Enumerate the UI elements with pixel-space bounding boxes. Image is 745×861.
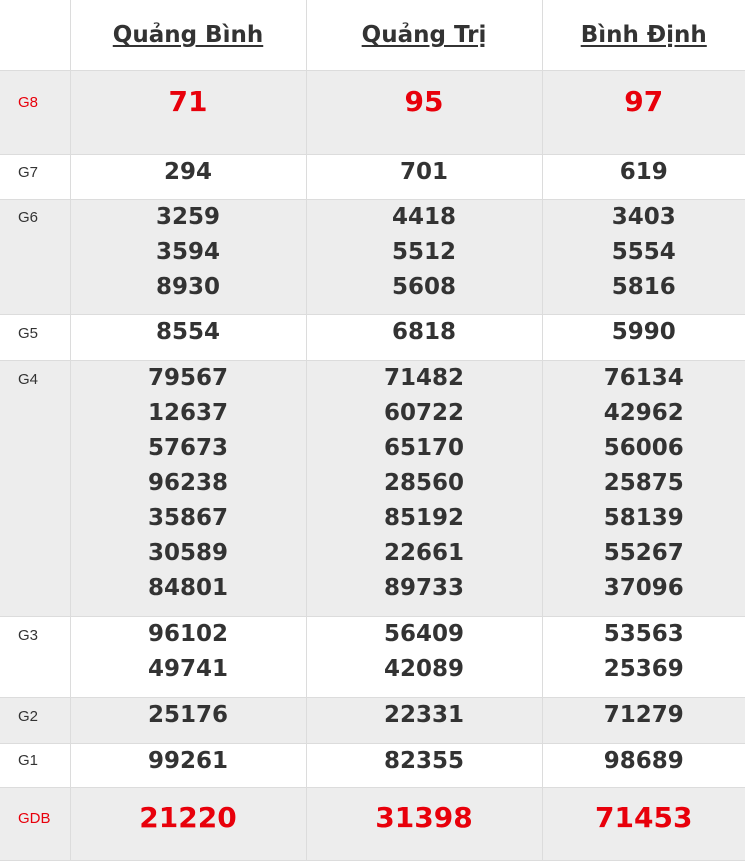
prize-cell <box>306 617 542 698</box>
province-header <box>70 0 306 71</box>
prize-label: G5 <box>0 315 70 361</box>
prize-number: 5816 <box>543 270 745 305</box>
prize-number: 25875 <box>543 466 745 501</box>
prize-cell <box>542 200 745 315</box>
prize-row-g7 <box>0 155 745 200</box>
prize-number: 58139 <box>543 501 745 536</box>
prize-number: 57673 <box>71 431 306 466</box>
prize-cell <box>306 698 542 744</box>
prize-cell <box>542 698 745 744</box>
prize-row-g8 <box>0 71 745 155</box>
prize-row-gdb <box>0 788 745 861</box>
prize-number: 60722 <box>307 396 542 431</box>
prize-number: 294 <box>71 155 306 190</box>
prize-number: 42089 <box>307 652 542 687</box>
prize-cell <box>70 788 306 861</box>
prize-cell <box>70 361 306 617</box>
prize-number: 53563 <box>543 617 745 652</box>
prize-cell <box>70 744 306 788</box>
prize-cell <box>70 155 306 200</box>
prize-number: 49741 <box>71 652 306 687</box>
prize-number: 30589 <box>71 536 306 571</box>
prize-number: 28560 <box>307 466 542 501</box>
prize-cell <box>542 155 745 200</box>
prize-number: 8554 <box>71 315 306 350</box>
prize-number: 85192 <box>307 501 542 536</box>
prize-number: 4418 <box>307 200 542 235</box>
prize-number: 12637 <box>71 396 306 431</box>
prize-number: 95 <box>307 84 542 119</box>
prize-cell <box>306 361 542 617</box>
prize-number: 84801 <box>71 571 306 606</box>
prize-cell <box>542 744 745 788</box>
prize-number: 31398 <box>307 800 542 835</box>
prize-number: 96102 <box>71 617 306 652</box>
prize-number: 65170 <box>307 431 542 466</box>
prize-number: 89733 <box>307 571 542 606</box>
prize-number: 37096 <box>543 571 745 606</box>
prize-row-g1 <box>0 744 745 788</box>
prize-number: 5512 <box>307 235 542 270</box>
province-header <box>306 0 542 71</box>
prize-number: 8930 <box>71 270 306 305</box>
prize-cell <box>306 155 542 200</box>
prize-cell <box>70 200 306 315</box>
prize-number: 76134 <box>543 361 745 396</box>
prize-cell <box>306 744 542 788</box>
prize-label: GDB <box>0 788 70 861</box>
prize-label: G7 <box>0 155 70 200</box>
province-link-binh-dinh[interactable]: Bình Định <box>581 22 707 48</box>
prize-number: 22661 <box>307 536 542 571</box>
province-link-quang-tri[interactable]: Quảng Trị <box>362 22 487 48</box>
prize-number: 98689 <box>543 744 745 779</box>
prize-number: 3594 <box>71 235 306 270</box>
prize-cell <box>306 71 542 155</box>
prize-number: 97 <box>543 84 745 119</box>
prize-cell <box>542 788 745 861</box>
prize-number: 619 <box>543 155 745 190</box>
prize-number: 25176 <box>71 698 306 733</box>
province-link-quang-binh[interactable]: Quảng Bình <box>113 22 263 48</box>
prize-number: 42962 <box>543 396 745 431</box>
prize-number: 56409 <box>307 617 542 652</box>
prize-row-g3 <box>0 617 745 698</box>
prize-number: 55267 <box>543 536 745 571</box>
header-corner <box>0 0 70 71</box>
prize-cell <box>542 71 745 155</box>
prize-number: 71453 <box>543 800 745 835</box>
prize-label: G3 <box>0 617 70 698</box>
prize-number: 71482 <box>307 361 542 396</box>
prize-number: 5554 <box>543 235 745 270</box>
prize-number: 71279 <box>543 698 745 733</box>
prize-number: 6818 <box>307 315 542 350</box>
prize-number: 21220 <box>71 800 306 835</box>
prize-label: G2 <box>0 698 70 744</box>
prize-row-g6 <box>0 200 745 315</box>
prize-cell <box>70 617 306 698</box>
prize-number: 25369 <box>543 652 745 687</box>
prize-cell <box>70 698 306 744</box>
prize-number: 3403 <box>543 200 745 235</box>
province-header <box>542 0 745 71</box>
prize-row-g5 <box>0 315 745 361</box>
prize-cell <box>70 315 306 361</box>
prize-label: G6 <box>0 200 70 315</box>
prize-number: 22331 <box>307 698 542 733</box>
prize-number: 5608 <box>307 270 542 305</box>
prize-row-g2 <box>0 698 745 744</box>
prize-number: 3259 <box>71 200 306 235</box>
prize-number: 99261 <box>71 744 306 779</box>
prize-label: G8 <box>0 71 70 155</box>
prize-cell <box>542 617 745 698</box>
prize-label: G4 <box>0 361 70 617</box>
prize-label: G1 <box>0 744 70 788</box>
prize-cell <box>306 315 542 361</box>
prize-number: 56006 <box>543 431 745 466</box>
prize-cell <box>306 788 542 861</box>
prize-cell <box>542 361 745 617</box>
prize-cell <box>542 315 745 361</box>
prize-cell <box>306 200 542 315</box>
prize-number: 701 <box>307 155 542 190</box>
prize-number: 82355 <box>307 744 542 779</box>
prize-cell <box>70 71 306 155</box>
prize-number: 71 <box>71 84 306 119</box>
prize-row-g4 <box>0 361 745 617</box>
prize-number: 5990 <box>543 315 745 350</box>
prize-number: 35867 <box>71 501 306 536</box>
prize-number: 96238 <box>71 466 306 501</box>
prize-number: 79567 <box>71 361 306 396</box>
province-header-row <box>0 0 745 71</box>
